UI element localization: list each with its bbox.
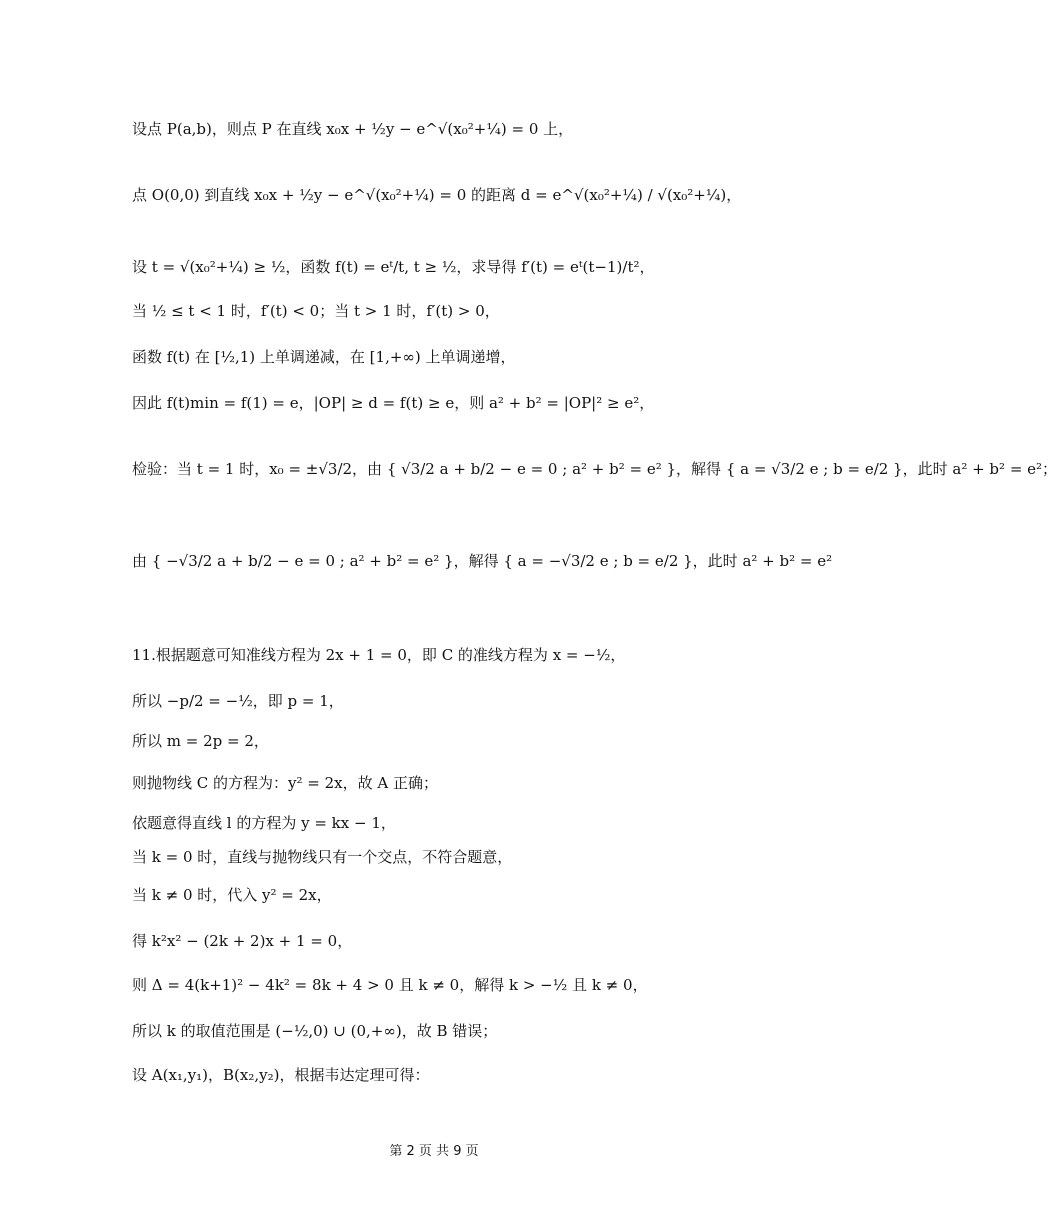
line-6: 因此 f(t)min = f(1) = e，|OP| ≥ d = f(t) ≥ e，则 a² + b² = |OP|² ≥ e²， <box>132 394 655 412</box>
line-18: 所以 k 的取值范围是 (−½,0) ∪ (0,+∞)，故 B 错误； <box>132 1022 498 1040</box>
line-14: 当 k = 0 时，直线与抛物线只有一个交点，不符合题意， <box>132 848 513 866</box>
line-19: 设 A(x₁,y₁)，B(x₂,y₂)，根据韦达定理可得： <box>132 1066 430 1084</box>
line-1: 设点 P(a,b)，则点 P 在直线 x₀x + ½y − e^√(x₀²+¼) = 0 上， <box>132 120 574 138</box>
line-15: 当 k ≠ 0 时，代入 y² = 2x， <box>132 886 332 904</box>
line-3: 设 t = √(x₀²+¼) ≥ ½，函数 f(t) = eᵗ/t, t ≥ ½，求导得 f′(t) = eᵗ(t−1)/t²， <box>132 258 655 276</box>
line-10: 所以 −p/2 = −½，即 p = 1， <box>132 692 344 710</box>
line-8: 由 { −√3/2 a + b/2 − e = 0 ; a² + b² = e² }，解得 { a = −√3/2 e ; b = e/2 }，此时 a² + b² = e² <box>132 552 833 570</box>
line-5: 函数 f(t) 在 [½,1) 上单调递减，在 [1,+∞) 上单调递增， <box>132 348 516 366</box>
line-7: 检验：当 t = 1 时，x₀ = ±√3/2，由 { √3/2 a + b/2 − e = 0 ; a² + b² = e² }，解得 { a = √3/2 e ; b = e/2 }，此时 a² + b² = e²； <box>132 460 1057 478</box>
page-footer: 第 2 页 共 9 页 <box>389 1144 479 1159</box>
line-12: 则抛物线 C 的方程为：y² = 2x，故 A 正确； <box>132 774 438 792</box>
line-2: 点 O(0,0) 到直线 x₀x + ½y − e^√(x₀²+¼) = 0 的距离 d = e^√(x₀²+¼) / √(x₀²+¼)， <box>132 186 742 204</box>
line-11: 所以 m = 2p = 2， <box>132 732 269 750</box>
line-17: 则 Δ = 4(k+1)² − 4k² = 8k + 4 > 0 且 k ≠ 0，解得 k > −½ 且 k ≠ 0， <box>132 976 648 994</box>
line-16: 得 k²x² − (2k + 2)x + 1 = 0， <box>132 932 353 950</box>
line-9: 11.根据题意可知准线方程为 2x + 1 = 0，即 C 的准线方程为 x = −½， <box>132 646 626 664</box>
line-4: 当 ½ ≤ t < 1 时，f′(t) < 0；当 t > 1 时，f′(t) > 0， <box>132 302 500 320</box>
line-13: 依题意得直线 l 的方程为 y = kx − 1， <box>132 814 396 832</box>
